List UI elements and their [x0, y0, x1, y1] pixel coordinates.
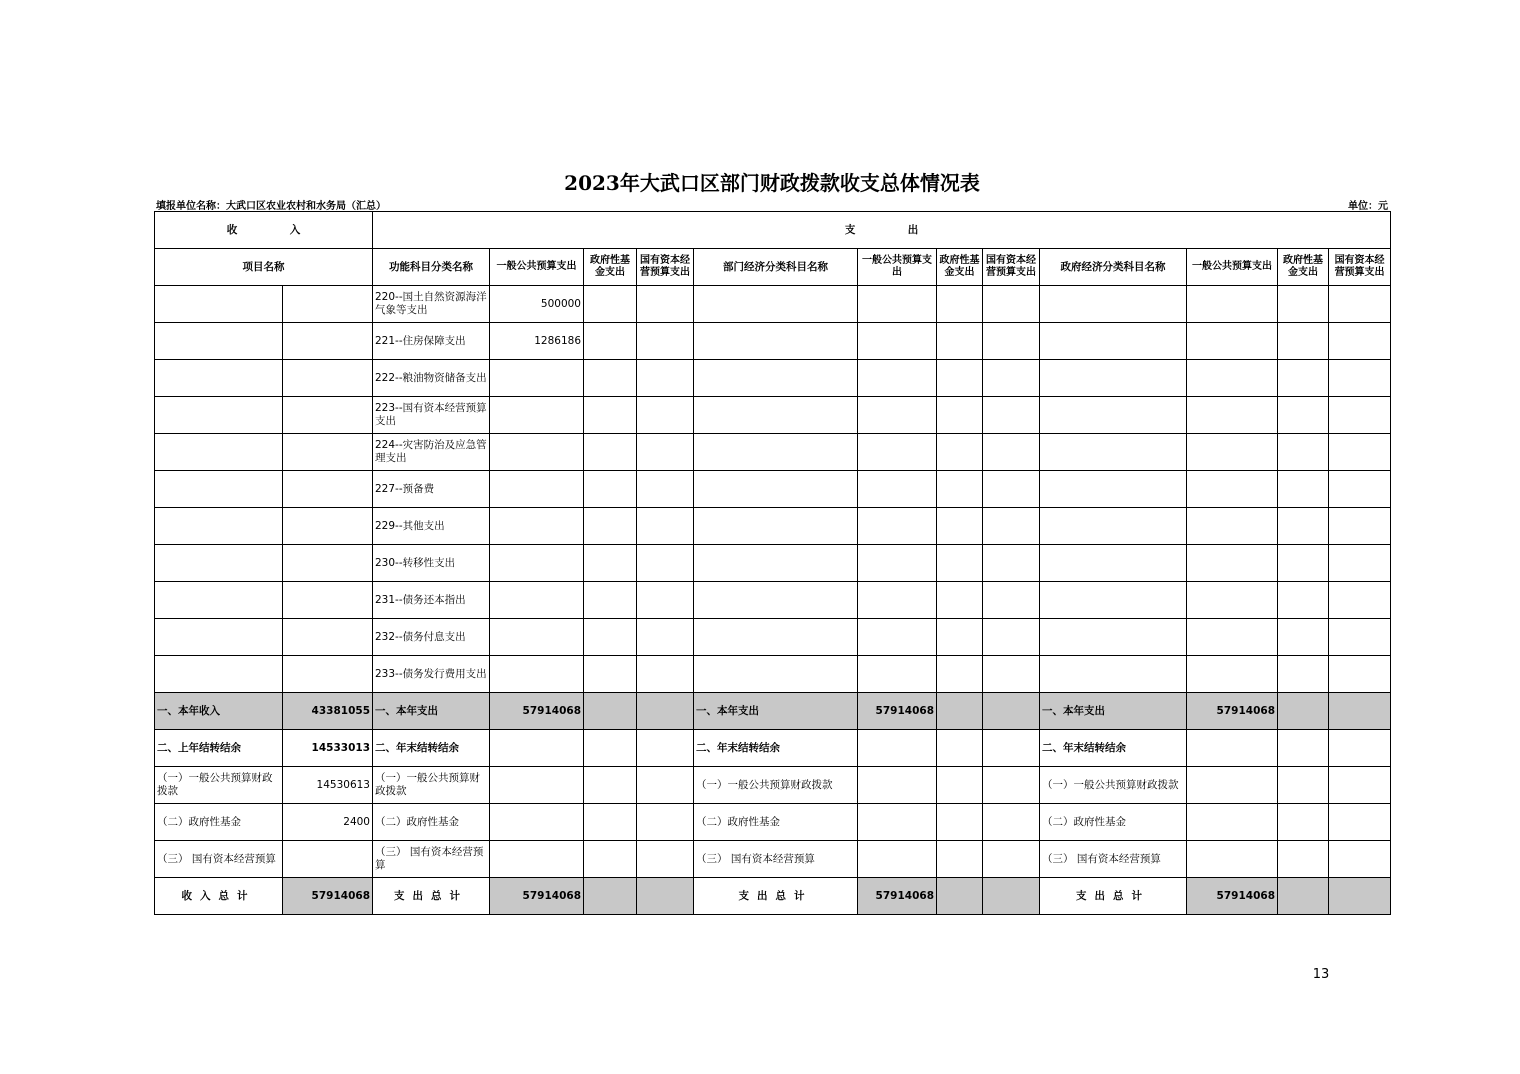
exp-total-value: 57914068 — [490, 878, 584, 915]
dept-total-label: 支出总计 — [694, 878, 858, 915]
gov-general-fiscal-label: （一）一般公共预算财政拨款 — [1040, 767, 1187, 804]
gov-state-capital-label: （三） 国有资本经营预算 — [1040, 841, 1187, 878]
dept-year-end-label: 二、年末结转结余 — [694, 730, 858, 767]
gov-fund-row — [155, 804, 1391, 841]
page-title: 2023年大武口区部门财政拨款收支总体情况表 — [564, 171, 980, 195]
state-capital-header-2: 国有资本经营预算支出 — [983, 249, 1040, 286]
state-capital-label: （三） 国有资本经营预算 — [155, 841, 283, 878]
func-general-value: 1286186 — [490, 323, 584, 360]
func-general-value — [490, 397, 584, 434]
state-capital-header: 国有资本经营预算支出 — [637, 249, 694, 286]
func-name: 227--预备费 — [373, 471, 490, 508]
dept-exp-this-year-label: 一、本年支出 — [694, 693, 858, 730]
dept-total-value: 57914068 — [858, 878, 937, 915]
func-name: 224--灾害防治及应急管理支出 — [373, 434, 490, 471]
this-year-row — [155, 693, 1391, 730]
gov-total-value: 57914068 — [1187, 878, 1278, 915]
gov-econ-header: 政府经济分类科目名称 — [1040, 249, 1187, 286]
gov-gov-fund-label: （二）政府性基金 — [1040, 804, 1187, 841]
func-class-header: 功能科目分类名称 — [373, 249, 490, 286]
general-budget-header: 一般公共预算支出 — [490, 249, 584, 286]
general-fiscal-value: 14530613 — [283, 767, 373, 804]
income-header: 收 入 — [155, 212, 373, 249]
general-budget-header-2: 一般公共预算支出 — [858, 249, 937, 286]
income-this-year-label: 一、本年收入 — [155, 693, 283, 730]
func-name: 231--债务还本指出 — [373, 582, 490, 619]
general-fiscal-row — [155, 767, 1391, 804]
income-this-year-value: 43381055 — [283, 693, 373, 730]
func-name: 232--债务付息支出 — [373, 619, 490, 656]
exp-total-label: 支出总计 — [373, 878, 490, 915]
item-name-header: 项目名称 — [155, 249, 373, 286]
table-row — [155, 508, 1391, 545]
func-name: 229--其他支出 — [373, 508, 490, 545]
exp-gov-fund-label: （二）政府性基金 — [373, 804, 490, 841]
table-row — [155, 360, 1391, 397]
func-general-value — [490, 582, 584, 619]
func-general-value — [490, 508, 584, 545]
gov-fund-header: 政府性基金支出 — [584, 249, 637, 286]
gov-total-label: 支出总计 — [1040, 878, 1187, 915]
general-budget-header-3: 一般公共预算支出 — [1187, 249, 1278, 286]
dept-general-fiscal-label: （一）一般公共预算财政拨款 — [694, 767, 858, 804]
gov-fund-header-2: 政府性基金支出 — [937, 249, 983, 286]
filing-unit: 填报单位名称：大武口区农业农村和水务局（汇总） — [156, 201, 386, 212]
gov-fund-label: （二）政府性基金 — [155, 804, 283, 841]
dept-exp-this-year-value: 57914068 — [858, 693, 937, 730]
exp-general-fiscal-label: （一）一般公共预算财政拨款 — [373, 767, 490, 804]
gov-exp-this-year-label: 一、本年支出 — [1040, 693, 1187, 730]
budget-table — [154, 211, 1391, 915]
func-name: 230--转移性支出 — [373, 545, 490, 582]
table-row — [155, 471, 1391, 508]
func-general-value — [490, 434, 584, 471]
exp-this-year-label: 一、本年支出 — [373, 693, 490, 730]
func-general-value — [490, 619, 584, 656]
income-total-value: 57914068 — [283, 878, 373, 915]
table-row — [155, 397, 1391, 434]
table-row — [155, 656, 1391, 693]
exp-state-capital-label: （三） 国有资本经营预算 — [373, 841, 490, 878]
dept-gov-fund-label: （二）政府性基金 — [694, 804, 858, 841]
unit-label: 单位：元 — [1348, 201, 1388, 212]
func-general-value: 500000 — [490, 286, 584, 323]
income-total-label: 收入总计 — [155, 878, 283, 915]
state-capital-row — [155, 841, 1391, 878]
gov-fund-value: 2400 — [283, 804, 373, 841]
totals-row — [155, 878, 1391, 915]
exp-this-year-value: 57914068 — [490, 693, 584, 730]
func-name: 233--债务发行费用支出 — [373, 656, 490, 693]
gov-exp-this-year-value: 57914068 — [1187, 693, 1278, 730]
func-general-value — [490, 471, 584, 508]
func-general-value — [490, 656, 584, 693]
func-general-value — [490, 360, 584, 397]
dept-econ-header: 部门经济分类科目名称 — [694, 249, 858, 286]
carryover-row — [155, 730, 1391, 767]
table-row — [155, 545, 1391, 582]
table-row — [155, 619, 1391, 656]
year-end-label: 二、年末结转结余 — [373, 730, 490, 767]
gov-fund-header-3: 政府性基金支出 — [1278, 249, 1329, 286]
header-row-1 — [155, 212, 1391, 249]
expenditure-header: 支 出 — [373, 212, 1391, 249]
dept-state-capital-label: （三） 国有资本经营预算 — [694, 841, 858, 878]
table-row — [155, 434, 1391, 471]
gov-year-end-label: 二、年末结转结余 — [1040, 730, 1187, 767]
func-general-value — [490, 545, 584, 582]
func-name: 220--国土自然资源海洋气象等支出 — [373, 286, 490, 323]
page-number: 13 — [1312, 967, 1330, 982]
table-row — [155, 582, 1391, 619]
table-row — [155, 323, 1391, 360]
general-fiscal-label: （一）一般公共预算财政拨款 — [155, 767, 283, 804]
carryover-label: 二、上年结转结余 — [155, 730, 283, 767]
table-row — [155, 286, 1391, 323]
header-row-2 — [155, 249, 1391, 286]
state-capital-header-3: 国有资本经营预算支出 — [1329, 249, 1391, 286]
func-name: 222--粮油物资储备支出 — [373, 360, 490, 397]
func-name: 221--住房保障支出 — [373, 323, 490, 360]
carryover-value: 14533013 — [283, 730, 373, 767]
func-name: 223--国有资本经营预算支出 — [373, 397, 490, 434]
